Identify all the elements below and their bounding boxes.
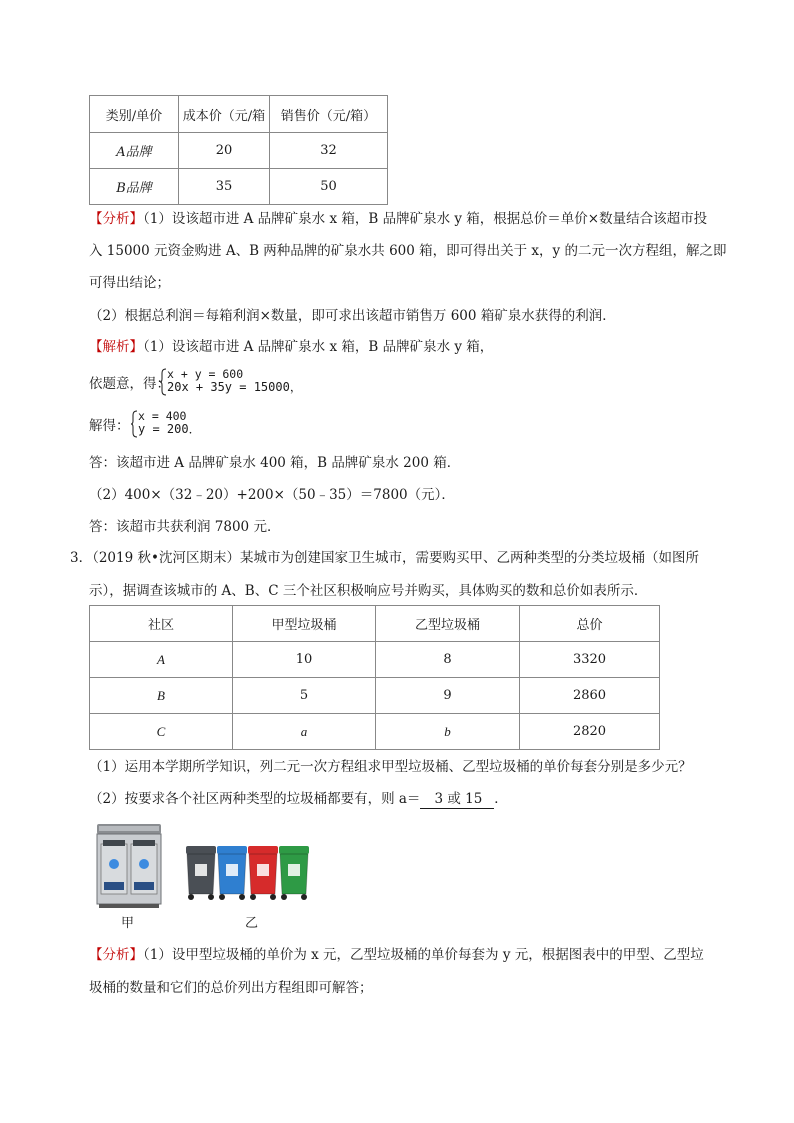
table-cell: 50 <box>270 169 388 205</box>
caption-yi: 乙 <box>245 916 259 931</box>
analysis-line: （1）设该超市进 A 品牌矿泉水 x 箱，B 品牌矿泉水 y 箱，根据总价＝单价×数量结合该超市投 <box>143 211 708 227</box>
brace-icon <box>130 410 138 438</box>
waste-bin-icon <box>279 846 309 900</box>
table-header-cell: 总价 <box>520 606 660 642</box>
solution-line: （1）设该超市进 A 品牌矿泉水 x 箱，B 品牌矿泉水 y 箱， <box>143 339 494 355</box>
table-header-cell: 甲型垃圾桶 <box>233 606 376 642</box>
equation-line: 20x + 35y = 15000， <box>167 380 302 394</box>
table-cell: 10 <box>233 642 376 678</box>
table-cell: C <box>90 714 233 750</box>
table-header-cell: 成本价（元/箱 <box>179 96 270 133</box>
table-header-cell: 乙型垃圾桶 <box>376 606 520 642</box>
table-header-cell: 社区 <box>90 606 233 642</box>
analysis-line: （1）设甲型垃圾桶的单价为 x 元，乙型垃圾桶的单价每套为 y 元，根据图表中的甲型、乙型垃 <box>143 947 704 963</box>
analysis-line: 圾桶的数量和它们的总价列出方程组即可解答； <box>89 980 373 996</box>
solution-line: x = 400 <box>138 409 187 423</box>
price-table <box>89 95 388 205</box>
table-cell: 3320 <box>520 642 660 678</box>
table-header-cell: 销售价（元/箱） <box>270 96 388 133</box>
purchase-table <box>89 605 660 750</box>
table-cell: B <box>90 678 233 714</box>
waste-bin-icon <box>186 846 216 900</box>
question-part-2: （2）按要求各个社区两种类型的垃圾桶都要有，则 a＝ 3 或 15 ． <box>89 791 508 807</box>
solution-section-1 <box>89 338 729 538</box>
table-cell: 32 <box>270 133 388 169</box>
question-text: （2019 秋•沈河区期末）某城市为创建国家卫生城市，需要购买甲、乙两种类型的分类垃圾桶（如图所 <box>92 550 699 566</box>
table-cell: 5 <box>233 678 376 714</box>
equation-prefix: 依题意，得： <box>89 376 170 392</box>
analysis-line: （2）根据总利润＝每箱利润×数量，即可求出该超市销售万 600 箱矿泉水获得的利润． <box>89 308 616 324</box>
analysis-line: 入 15000 元资金购进 A、B 两种品牌的矿泉水共 600 箱，即可得出关于 x，y 的二元一次方程组，解之即 <box>89 243 727 259</box>
solution-line: y = 200． <box>138 422 201 436</box>
analysis-line: 可得出结论； <box>89 275 170 291</box>
analysis-tag: 【分析】 <box>89 947 143 963</box>
table-cell: a <box>233 714 376 750</box>
waste-bin-icon <box>217 846 247 900</box>
table-cell: 2820 <box>520 714 660 750</box>
equation-line: x + y = 600 <box>167 367 244 381</box>
answer-line: 答：该超市共获利润 7800 元． <box>89 519 281 535</box>
solution-line: （2）400×（32﹣20）+200×（50﹣35）＝7800（元）． <box>89 487 455 503</box>
solution-tag: 【解析】 <box>89 339 143 355</box>
caption-jia: 甲 <box>121 916 135 931</box>
analysis-tag: 【分析】 <box>89 211 143 227</box>
bins-yi-image <box>184 844 314 902</box>
answer-line: 答：该超市进 A 品牌矿泉水 400 箱，B 品牌矿泉水 200 箱． <box>89 455 461 471</box>
brace-icon <box>159 368 167 396</box>
table-header-cell: 类别/单价 <box>90 96 179 133</box>
question-number: 3． <box>70 550 93 566</box>
question-part-1: （1）运用本学期所学知识，列二元一次方程组求甲型垃圾桶、乙型垃圾桶的单价每套分别是多少元？ <box>89 759 692 775</box>
table-cell: 20 <box>179 133 270 169</box>
table-cell: A <box>90 642 233 678</box>
solution-prefix: 解得： <box>89 418 130 434</box>
table-cell: 9 <box>376 678 520 714</box>
question-text: 示），据调查该城市的 A、B、C 三个社区积极响应号并购买，具体购买的数和总价如表所示． <box>89 583 648 599</box>
answer-blank: 3 或 15 <box>420 790 494 809</box>
bin-jia-image <box>93 822 165 910</box>
table-cell: 2860 <box>520 678 660 714</box>
table-cell: A品牌 <box>90 133 179 169</box>
table-cell: 8 <box>376 642 520 678</box>
table-cell: B品牌 <box>90 169 179 205</box>
waste-bin-icon <box>248 846 278 900</box>
table-cell: 35 <box>179 169 270 205</box>
table-cell: b <box>376 714 520 750</box>
